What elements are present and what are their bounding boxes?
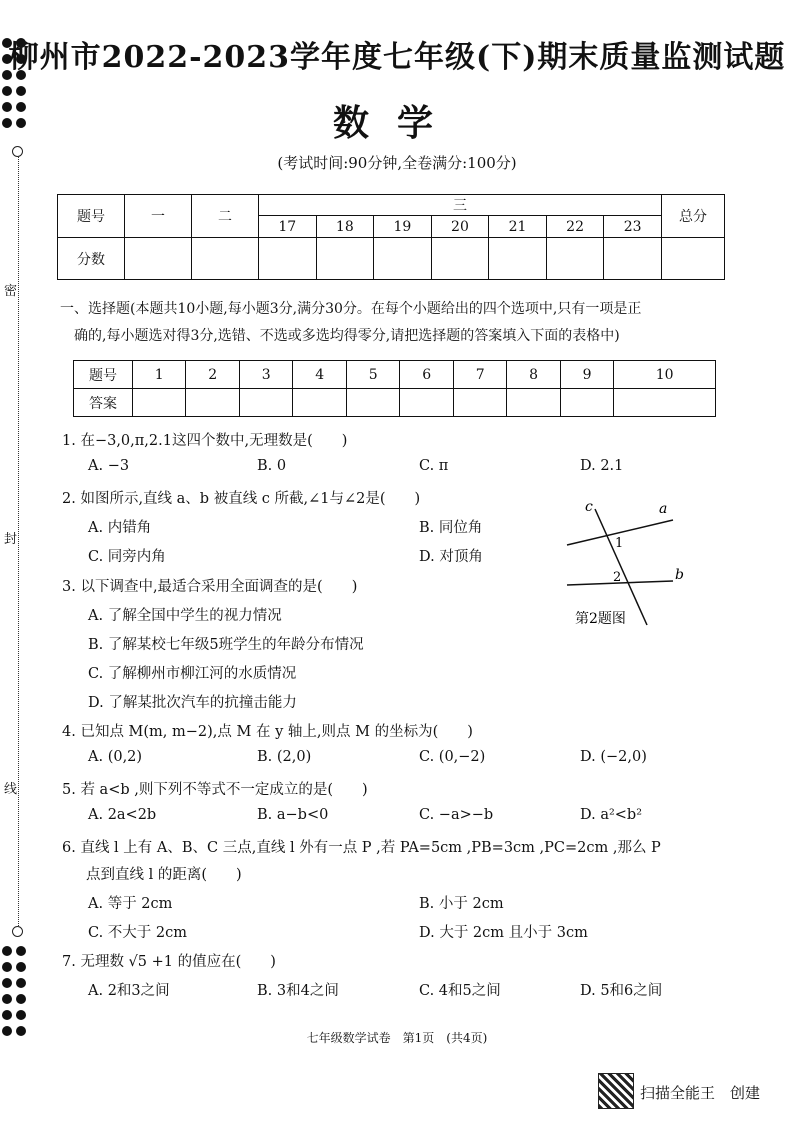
score-cell — [374, 238, 432, 280]
question-2-option-a: A. 内错角 — [88, 520, 152, 536]
label-c: c — [585, 499, 593, 515]
answer-col-num: 2 — [186, 361, 239, 389]
seal-mark-xian: 线 — [4, 782, 18, 797]
page-footer: 七年级数学试卷 第1页 (共4页) — [306, 1031, 488, 1045]
score-cell — [431, 238, 489, 280]
question-1-option-c: C. π — [419, 458, 449, 474]
answer-cell — [346, 389, 399, 417]
question-5-option-b: B. a−b<0 — [257, 807, 329, 823]
score-cell — [316, 238, 374, 280]
question-3-option-a: A. 了解全国中学生的视力情况 — [88, 608, 282, 624]
answer-col-num: 8 — [507, 361, 560, 389]
subject-title: 数学 — [332, 102, 461, 144]
section1-instructions-line1: 一、选择题(本题共10小题,每小题3分,满分30分。在每个小题给出的四个选项中,只有一项是正 — [60, 301, 642, 317]
score-subcol: 21 — [489, 216, 547, 238]
question-6-stem: 6. 直线 l 上有 A、B、C 三点,直线 l 外有一点 P ,若 PA=5cm ,PB=3cm ,PC=2cm ,那么 P — [62, 840, 661, 856]
question-2-figure — [555, 495, 705, 635]
question-7-option-b: B. 3和4之间 — [257, 983, 339, 999]
score-col-one: 一 — [125, 195, 192, 238]
score-cell — [259, 238, 317, 280]
binding-ring-bottom — [12, 926, 23, 937]
question-6-option-c: C. 不大于 2cm — [88, 925, 188, 941]
question-3-stem: 3. 以下调查中,最适合采用全面调查的是( ) — [62, 579, 358, 595]
answer-cell — [293, 389, 346, 417]
angle-2-label: 2 — [613, 570, 622, 585]
score-subcol: 20 — [431, 216, 489, 238]
question-5-option-d: D. a²<b² — [580, 807, 643, 823]
question-5-option-a: A. 2a<2b — [88, 807, 157, 823]
score-subcol: 17 — [259, 216, 317, 238]
score-subcol: 19 — [374, 216, 432, 238]
question-7-option-a: A. 2和3之间 — [88, 983, 170, 999]
question-4-option-a: A. (0,2) — [88, 749, 143, 765]
seal-mark-feng: 封 — [4, 532, 18, 547]
score-col-total: 总分 — [662, 195, 725, 238]
question-7-option-d: D. 5和6之间 — [580, 983, 663, 999]
line-c — [595, 509, 647, 625]
answer-row-label: 答案 — [74, 389, 133, 417]
qr-code-icon — [598, 1073, 634, 1109]
score-table-header-label: 题号 — [58, 195, 125, 238]
answer-cell — [453, 389, 506, 417]
score-subcol: 18 — [316, 216, 374, 238]
question-7-option-c: C. 4和5之间 — [419, 983, 501, 999]
question-5-stem: 5. 若 a<b ,则下列不等式不一定成立的是( ) — [62, 782, 368, 798]
answer-col-num: 1 — [133, 361, 186, 389]
section1-instructions-line2: 确的,每小题选对得3分,选错、不选或多选均得零分,请把选择题的答案填入下面的表格中) — [74, 328, 620, 344]
score-cell — [604, 238, 662, 280]
answer-col-num: 10 — [614, 361, 716, 389]
score-subcol: 23 — [604, 216, 662, 238]
answer-col-num: 6 — [400, 361, 453, 389]
answer-col-num: 9 — [560, 361, 613, 389]
answer-col-num: 4 — [293, 361, 346, 389]
question-2-option-d: D. 对顶角 — [419, 549, 483, 565]
question-4-option-c: C. (0,−2) — [419, 749, 486, 765]
score-cell — [489, 238, 547, 280]
answer-cell — [400, 389, 453, 417]
score-col-three: 三 — [259, 195, 662, 216]
question-6-option-b: B. 小于 2cm — [419, 896, 504, 912]
score-cell — [125, 238, 192, 280]
question-4-stem: 4. 已知点 M(m, m−2),点 M 在 y 轴上,则点 M 的坐标为( ) — [62, 724, 473, 740]
question-4-option-b: B. (2,0) — [257, 749, 312, 765]
score-row-label: 分数 — [58, 238, 125, 280]
question-1-option-a: A. −3 — [88, 458, 130, 474]
score-cell — [662, 238, 725, 280]
answer-col-num: 7 — [453, 361, 506, 389]
seal-mark-mi: 密 — [4, 284, 18, 299]
answer-table-header-label: 题号 — [74, 361, 133, 389]
label-b: b — [675, 567, 684, 583]
question-6-option-d: D. 大于 2cm 且小于 3cm — [419, 925, 588, 941]
angle-1-label: 1 — [615, 536, 624, 551]
question-1-option-d: D. 2.1 — [580, 458, 624, 474]
answer-cell — [186, 389, 239, 417]
label-a: a — [659, 501, 668, 517]
question-1-stem: 1. 在−3,0,π,2.1这四个数中,无理数是( ) — [62, 433, 348, 449]
question-3-option-d: D. 了解某批次汽车的抗撞击能力 — [88, 695, 297, 711]
question-6-option-a: A. 等于 2cm — [88, 896, 173, 912]
question-3-option-b: B. 了解某校七年级5班学生的年龄分布情况 — [88, 637, 364, 653]
score-cell — [192, 238, 259, 280]
question-4-option-d: D. (−2,0) — [580, 749, 647, 765]
answer-col-num: 3 — [239, 361, 292, 389]
question-6-stem-continued: 点到直线 l 的距离( ) — [86, 867, 242, 883]
score-cell — [546, 238, 604, 280]
answer-table — [73, 360, 716, 417]
answer-cell — [507, 389, 560, 417]
exam-info: (考试时间:90分钟,全卷满分:100分) — [277, 154, 517, 172]
binding-dotted-line — [18, 150, 19, 930]
exam-title: 柳州市2022-2023学年度七年级(下)期末质量监测试题 — [8, 40, 786, 75]
score-col-two: 二 — [192, 195, 259, 238]
answer-cell — [239, 389, 292, 417]
question-7-stem: 7. 无理数 √5 +1 的值应在( ) — [62, 954, 276, 970]
question-2-stem: 2. 如图所示,直线 a、b 被直线 c 所截,∠1与∠2是( ) — [62, 491, 421, 507]
question-1-option-b: B. 0 — [257, 458, 287, 474]
figure-caption: 第2题图 — [575, 611, 626, 627]
score-subcol: 22 — [546, 216, 604, 238]
scanner-watermark: 扫描全能王 创建 — [640, 1084, 761, 1102]
answer-cell — [560, 389, 613, 417]
question-2-option-b: B. 同位角 — [419, 520, 483, 536]
answer-cell — [614, 389, 716, 417]
question-5-option-c: C. −a>−b — [419, 807, 494, 823]
question-3-option-c: C. 了解柳州市柳江河的水质情况 — [88, 666, 297, 682]
answer-col-num: 5 — [346, 361, 399, 389]
question-2-option-c: C. 同旁内角 — [88, 549, 166, 565]
score-table — [57, 194, 725, 280]
answer-cell — [133, 389, 186, 417]
